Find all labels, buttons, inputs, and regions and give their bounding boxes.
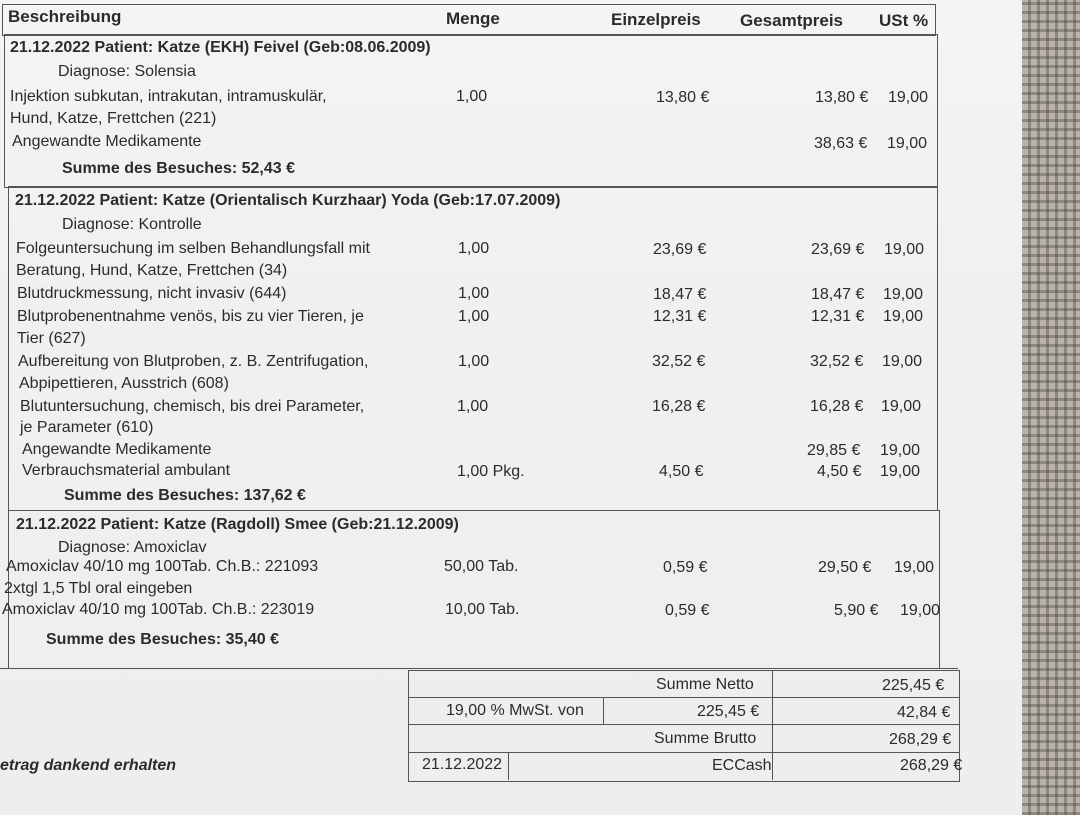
col-einzelpreis: Einzelpreis [611, 10, 701, 29]
item-ust: 19,00 [880, 463, 921, 480]
item-desc: Angewandte Medikamente [12, 133, 202, 150]
totals-row-line [408, 752, 960, 753]
item-desc-cont: Abpipettieren, Ausstrich (608) [19, 375, 229, 392]
item-desc: Blutdruckmessung, nicht invasiv (644) [17, 285, 287, 302]
mwst-label: 19,00 % MwSt. von [446, 702, 584, 719]
col-gesamtpreis: Gesamtpreis [740, 11, 843, 30]
col-ust: USt % [879, 11, 929, 30]
item-ust: 19,00 [894, 559, 935, 576]
item-ust: 19,00 [881, 398, 922, 415]
item-gesamt: 5,90 € [834, 602, 879, 619]
item-desc: Blutprobenentnahme venös, bis zu vier Tieren, je [17, 308, 364, 325]
item-gesamt: 13,80 € [815, 89, 869, 106]
item-einzel: 16,28 € [652, 398, 706, 415]
item-menge: 1,00 [458, 240, 490, 257]
item-ust: 19,00 [883, 308, 924, 325]
summe-brutto-label: Summe Brutto [654, 730, 757, 747]
item-gesamt: 18,47 € [811, 286, 865, 303]
item-menge: 1,00 Pkg. [457, 463, 525, 480]
item-gesamt: 38,63 € [814, 135, 868, 152]
item-gesamt: 12,31 € [811, 308, 865, 325]
item-ust: 19,00 [884, 241, 925, 258]
summe-brutto-value: 268,29 € [889, 731, 952, 748]
item-desc-cont: Hund, Katze, Frettchen (221) [10, 110, 217, 127]
item-menge: 10,00 Tab. [445, 601, 520, 618]
item-ust: 19,00 [900, 602, 941, 619]
item-menge: 1,00 [458, 353, 490, 370]
visit-title: 21.12.2022 Patient: Katze (Ragdoll) Smee (Geb:21.12.2009) [16, 516, 459, 533]
item-einzel: 13,80 € [656, 89, 710, 106]
item-desc-cont: Beratung, Hund, Katze, Frettchen (34) [16, 262, 288, 279]
item-desc: Folgeuntersuchung im selben Behandlungsfall mit [16, 240, 370, 257]
item-menge: 1,00 [456, 88, 488, 105]
item-menge: 50,00 Tab. [444, 558, 519, 575]
totals-col-line [508, 752, 509, 780]
item-menge: 1,00 [458, 308, 490, 325]
item-desc: Verbrauchsmaterial ambulant [22, 462, 231, 479]
item-einzel: 0,59 € [665, 602, 710, 619]
item-ust: 19,00 [887, 135, 928, 152]
item-gesamt: 29,85 € [807, 442, 861, 459]
payment-method: ECCash [712, 757, 772, 774]
col-menge: Menge [446, 9, 500, 28]
visit-title: 21.12.2022 Patient: Katze (Orientalisch Kurzhaar) Yoda (Geb:17.07.2009) [15, 192, 561, 209]
visit-diagnose: Diagnose: Amoxiclav [58, 539, 207, 556]
item-desc: Aufbereitung von Blutproben, z. B. Zentrifugation, [18, 353, 369, 370]
item-gesamt: 29,50 € [818, 559, 872, 576]
item-desc: Blutuntersuchung, chemisch, bis drei Parameter, [20, 398, 365, 415]
item-desc: Angewandte Medikamente [22, 441, 212, 458]
item-desc: Injektion subkutan, intrakutan, intramuskulär, [10, 88, 327, 105]
item-desc: Amoxiclav 40/10 mg 100Tab. Ch.B.: 221093 [6, 558, 319, 575]
visit-diagnose: Diagnose: Solensia [58, 63, 196, 80]
item-einzel: 12,31 € [653, 308, 707, 325]
summe-netto-value: 225,45 € [882, 677, 945, 694]
visit-summe: Summe des Besuches: 52,43 € [62, 160, 296, 177]
item-gesamt: 32,52 € [810, 353, 864, 370]
mwst-basis: 225,45 € [697, 703, 760, 720]
visit-summe: Summe des Besuches: 35,40 € [46, 631, 280, 648]
item-einzel: 23,69 € [653, 241, 707, 258]
totals-row-line [408, 724, 960, 725]
visit-title: 21.12.2022 Patient: Katze (EKH) Feivel (Geb:08.06.2009) [10, 39, 431, 56]
payment-date: 21.12.2022 [422, 756, 503, 773]
item-desc-cont: je Parameter (610) [20, 419, 154, 436]
col-beschreibung: Beschreibung [8, 7, 122, 26]
paid-note: etrag dankend erhalten [0, 757, 177, 774]
visit-diagnose: Diagnose: Kontrolle [62, 216, 202, 233]
item-ust: 19,00 [880, 442, 921, 459]
item-desc-cont: 2xtgl 1,5 Tbl oral eingeben [4, 580, 193, 597]
item-desc: Amoxiclav 40/10 mg 100Tab. Ch.B.: 223019 [2, 601, 315, 618]
item-ust: 19,00 [882, 353, 923, 370]
item-gesamt: 16,28 € [810, 398, 864, 415]
item-ust: 19,00 [883, 286, 924, 303]
totals-top-line [0, 668, 958, 669]
item-einzel: 0,59 € [663, 559, 708, 576]
totals-col-line [603, 697, 604, 725]
item-einzel: 32,52 € [652, 353, 706, 370]
item-desc-cont: Tier (627) [17, 330, 86, 347]
item-gesamt: 4,50 € [817, 463, 862, 480]
item-ust: 19,00 [888, 89, 929, 106]
item-einzel: 4,50 € [659, 463, 704, 480]
visit-summe: Summe des Besuches: 137,62 € [64, 487, 306, 504]
totals-row-line [408, 697, 960, 698]
payment-amount: 268,29 € [900, 757, 963, 774]
mwst-value: 42,84 € [897, 704, 951, 721]
item-menge: 1,00 [458, 285, 490, 302]
totals-col-line [772, 670, 773, 780]
item-gesamt: 23,69 € [811, 241, 865, 258]
summe-netto-label: Summe Netto [656, 676, 754, 693]
item-einzel: 18,47 € [653, 286, 707, 303]
item-menge: 1,00 [457, 398, 489, 415]
